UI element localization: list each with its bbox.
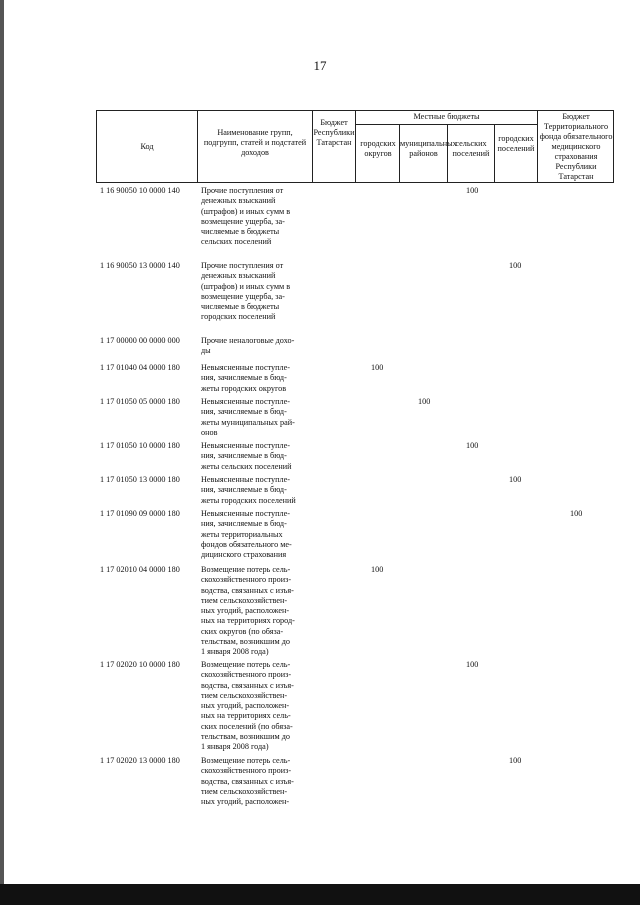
row-code: 1 17 02020 10 0000 180 xyxy=(100,660,180,669)
value-tfoms: 100 xyxy=(570,509,583,518)
value-municipal: 100 xyxy=(418,397,431,406)
row-code: 1 16 90050 10 0000 140 xyxy=(100,186,180,195)
scan-bottom-edge xyxy=(0,884,640,905)
row-code: 1 17 01050 10 0000 180 xyxy=(100,441,180,450)
header-name: Наименование групп, подгрупп, статей и подстатей доходов xyxy=(203,128,307,157)
row-name: Прочие поступления от денежных взысканий (штрафов) и иных сумм в возмещение ущерба, за- числяемые в бюджеты городских поселений xyxy=(201,261,291,322)
row-name: Невыясненные поступле- ния, зачисляемые в бюд- жеты городских поселений xyxy=(201,475,296,505)
header-urban-settlements: городских поселений xyxy=(497,134,535,153)
row-code: 1 17 00000 00 0000 000 xyxy=(100,336,180,345)
row-name: Прочие неналоговые дохо- ды xyxy=(201,336,295,356)
row-name: Невыясненные поступле- ния, зачисляемые в бюд- жеты территориальных фондов обязательного ме- дицинского страхования xyxy=(201,509,292,560)
row-code: 1 17 01040 04 0000 180 xyxy=(100,363,180,372)
divider xyxy=(197,110,198,183)
value-city: 100 xyxy=(371,363,384,372)
scan-edge xyxy=(0,0,4,905)
header-tfoms: Бюджет Территориального фонда обязательного медицинского страхования Республики Татарстан xyxy=(539,112,613,181)
header-rt-budget: Бюджет Республики Татарстан xyxy=(313,118,355,147)
value-urban: 100 xyxy=(509,756,522,765)
row-name: Невыясненные поступле- ния, зачисляемые в бюд- жеты городских округов xyxy=(201,363,290,393)
value-urban: 100 xyxy=(509,261,522,270)
header-local-budgets: Местные бюджеты xyxy=(413,112,480,121)
value-rural: 100 xyxy=(466,660,479,669)
row-name: Возмещение потерь сель- скохозяйственного произ- водства, связанных с изъя- тием сельскохозяйствен- ных угодий, расположен- ных на территориях город- ских округов (по обяза- тельствам, возникшим до 1 января 2008 года) xyxy=(201,565,295,657)
header-code: Код xyxy=(140,142,154,151)
header-municipal-districts: муниципальных районов xyxy=(400,139,457,158)
header-city-districts: городских округов xyxy=(360,139,396,158)
row-name: Возмещение потерь сель- скохозяйственного произ- водства, связанных с изъя- тием сельскохозяйствен- ных угодий, расположен- xyxy=(201,756,294,807)
value-rural: 100 xyxy=(466,186,479,195)
row-code: 1 16 90050 13 0000 140 xyxy=(100,261,180,270)
row-code: 1 17 02010 04 0000 180 xyxy=(100,565,180,574)
row-name: Прочие поступления от денежных взысканий (штрафов) и иных сумм в возмещение ущерба, за- числяемые в бюджеты сельских поселений xyxy=(201,186,291,247)
value-rural: 100 xyxy=(466,441,479,450)
value-city: 100 xyxy=(371,565,384,574)
row-code: 1 17 01090 09 0000 180 xyxy=(100,509,180,518)
divider xyxy=(355,124,537,125)
row-name: Возмещение потерь сель- скохозяйственного произ- водства, связанных с изъя- тием сельскохозяйствен- ных угодий, расположен- ных на территориях сель- ских поселений (по обяза- тельствам, возникшим до 1 января 2008 года) xyxy=(201,660,294,752)
page-number: 17 xyxy=(313,58,327,73)
row-code: 1 17 01050 05 0000 180 xyxy=(100,397,180,406)
row-name: Невыясненные поступле- ния, зачисляемые в бюд- жеты сельских поселений xyxy=(201,441,292,471)
row-code: 1 17 02020 13 0000 180 xyxy=(100,756,180,765)
value-urban: 100 xyxy=(509,475,522,484)
header-rural-settlements: сельских поселений xyxy=(452,139,490,158)
row-name: Невыясненные поступле- ния, зачисляемые в бюд- жеты муниципальных рай- онов xyxy=(201,397,295,437)
row-code: 1 17 01050 13 0000 180 xyxy=(100,475,180,484)
